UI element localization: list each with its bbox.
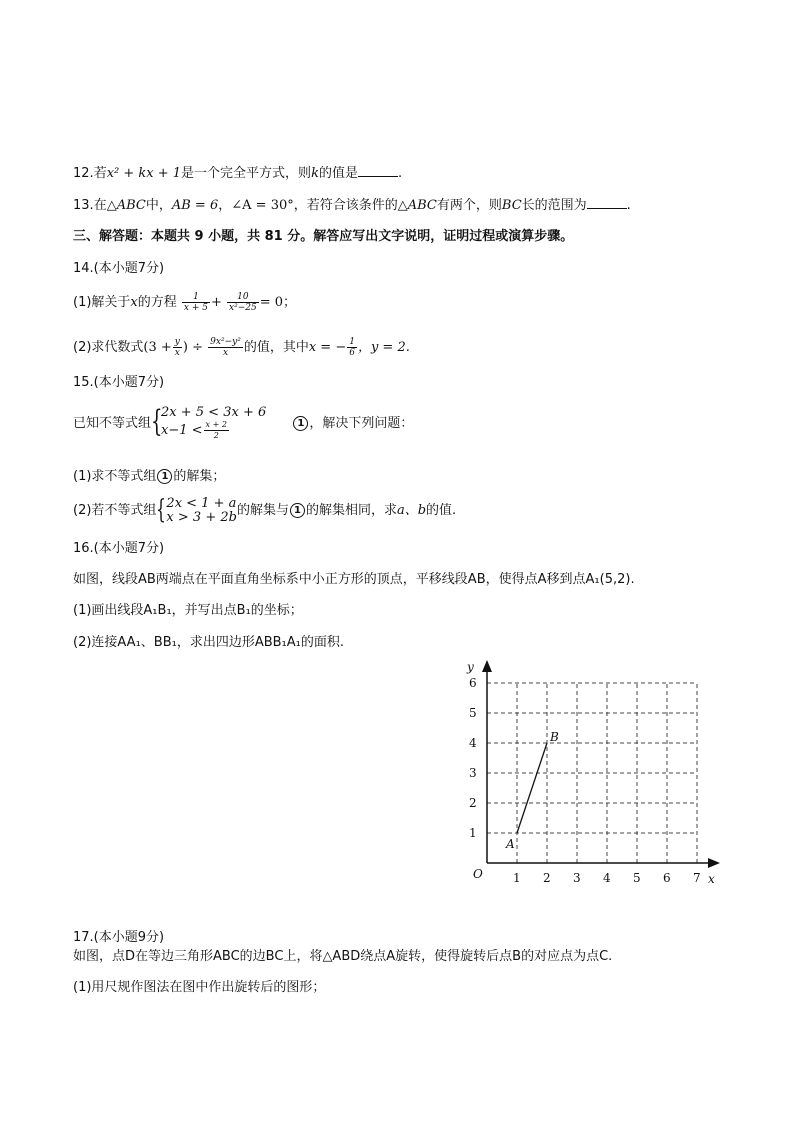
inequality-system: { 2x + 5 < 3x + 6 x−1 < $\frac{x + 2}{2}$ [151,404,267,440]
x-tick-label: 6 [663,871,671,885]
fraction: $\frac{10}{\text{x²−25}}$ [229,292,257,313]
math-expression: x² + kx + 1 [106,166,182,181]
grid-lines [487,683,697,863]
question-15-system: 已知不等式组 { 2x + 5 < 3x + 6 x−1 < $\frac{x + 2}{2}$ 1 ，解决下列问题： [73,404,414,440]
answer-blank[interactable] [587,196,627,209]
axes [482,660,720,868]
point-a-label: A [506,837,515,851]
y-axis-label: y [467,660,474,674]
question-14-part-1: (1)解关于x的方程 $\frac{1}{x + 5}$ + $\frac{10}{\text{x²−25}}$ = 0； [73,292,297,313]
question-14-part-2: (2)求代数式(3 + $\frac{y}{x}$ ) ÷ $\frac{\text{9x²−y²}}{x}$ 的值，其中x = − $\frac{1}{6}$ ，y = 2. [73,337,410,358]
y-tick-label: 4 [469,736,477,750]
origin-label: O [473,867,483,881]
circle-number-1: 1 [157,469,172,484]
answer-blank[interactable] [358,164,398,177]
question-number: 12. [73,166,94,181]
question-15-part-1: (1)求不等式组 1 的解集； [73,469,226,484]
fraction: $\frac{1}{x + 5}$ [183,292,208,313]
y-tick-label: 2 [469,796,477,810]
segment-line [517,743,547,833]
question-16-part-1: (1)画出线段A₁B₁，并写出点B₁的坐标； [73,603,303,618]
fraction: $\frac{\text{9x²−y²}}{x}$ [210,337,241,358]
question-16-text: 如图，线段AB两端点在平面直角坐标系中小正方形的顶点，平移线段AB，使得点A移到点A₁(5,2). [73,572,635,587]
fraction: $\frac{y}{x}$ [174,337,180,358]
tick-labels [469,676,701,885]
y-axis-arrow-icon [482,660,492,672]
x-tick-label: 1 [513,871,521,885]
question-14-header: 14.(本小题7分) [73,261,165,276]
question-17-text: 如图，点D在等边三角形ABC的边BC上，将△ABD绕点A旋转，使得旋转后点B的对应点为点C. [73,949,613,964]
y-tick-label: 5 [469,706,477,720]
section-title: 三、解答题：本题共 9 小题，共 81 分。解答应写出文字说明，证明过程或演算步骤。 [73,229,574,244]
question-15-header: 15.(本小题7分) [73,375,165,390]
question-number: 13. [73,198,94,213]
question-12: 12.若x² + kx + 1是一个完全平方式，则k的值是 . [73,166,403,181]
question-16-header: 16.(本小题7分) [73,541,165,556]
question-13: 13.在△ABC中，AB = 6，∠A = 30°，若符合该条件的△ABC有两个，则BC长的范围为 . [73,198,631,213]
x-tick-label: 3 [573,871,581,885]
x-axis-label: x [708,872,715,886]
point-b-label: B [550,730,559,744]
x-tick-label: 7 [693,871,701,885]
x-tick-label: 4 [603,871,611,885]
question-15-part-2: (2)若不等式组 { 2x < 1 + a x > 3 + 2b 的解集与 1 的解集相同，求a、b的值. [73,494,457,525]
circle-number-1: 1 [293,416,308,431]
question-17-part-1: (1)用尺规作图法在图中作出旋转后的图形； [73,980,326,995]
x-tick-label: 2 [543,871,551,885]
coordinate-grid [440,650,740,890]
question-16-part-2: (2)连接AA₁、BB₁，求出四边形ABB₁A₁的面积. [73,635,345,650]
inequality-system: { 2x < 1 + a x > 3 + 2b [156,494,237,525]
circle-number-1: 1 [290,503,305,518]
x-tick-label: 5 [633,871,641,885]
question-17-header: 17.(本小题9分) [73,930,165,945]
y-tick-label: 6 [469,676,477,690]
fraction: $\frac{1}{6}$ [349,337,355,358]
y-tick-label: 3 [469,766,477,780]
y-tick-label: 1 [469,826,477,840]
x-axis-arrow-icon [708,858,720,868]
